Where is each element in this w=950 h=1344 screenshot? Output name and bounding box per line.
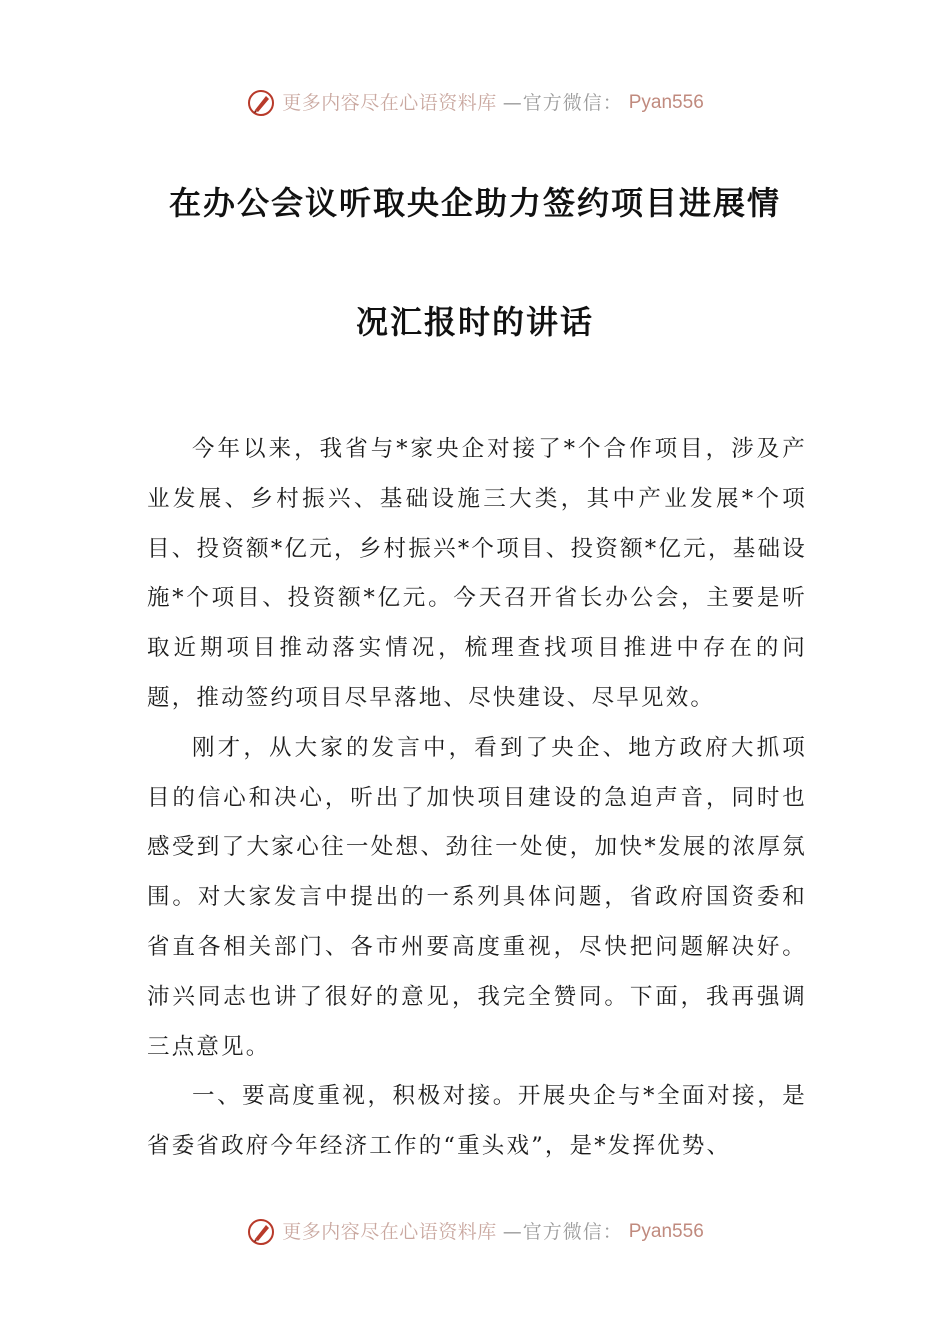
paragraph-3: 一、要高度重视，积极对接。开展央企与*全面对接，是省委省政府今年经济工作的“重头戏”，是*发挥优势、	[147, 1083, 807, 1160]
watermark-library-text: 更多内容尽在心语资料库	[282, 1221, 497, 1243]
paragraph-2: 刚才，从大家的发言中，看到了央企、地方政府大抓项目的信心和决心，听出了加快项目建设的急迫声音，同时也感受到了大家心往一处想、劲往一处使，加快*发展的浓厚氛围。对大家发言中提出的一系列具体问题，省政府国资委和省直各相关部门、各市州要高度重视，尽快把问题解决好。沛兴同志也讲了很好的意见，我完全赞同。下面，我再强调三点意见。	[147, 734, 807, 1060]
watermark-wechat-id: Pyan556	[628, 92, 704, 113]
watermark-wechat-id: Pyan556	[628, 1221, 704, 1242]
footer-watermark	[0, 1217, 950, 1247]
page-title-line-1: 在办公会议听取央企助力签约项目进展情	[168, 184, 781, 222]
pen-logo-icon	[246, 88, 276, 118]
paragraph-1: 今年以来，我省与*家央企对接了*个合作项目，涉及产业发展、乡村振兴、基础设施三大类，其中产业发展*个项目、投资额*亿元，乡村振兴*个项目、投资额*亿元，基础设施*个项目、投资额*亿元。今天召开省长办公会，主要是听取近期项目推动落实情况，梳理查找项目推进中存在的问题，推动签约项目尽早落地、尽快建设、尽早见效。	[147, 436, 807, 711]
page-title-line-2: 况汇报时的讲话	[355, 303, 594, 341]
watermark-library-text: 更多内容尽在心语资料库	[282, 92, 497, 114]
header-watermark	[0, 88, 950, 118]
watermark-wechat-label: —官方微信：	[502, 92, 623, 114]
watermark-wechat-label: —官方微信：	[502, 1221, 623, 1243]
document-body	[147, 425, 807, 1172]
pen-logo-icon	[246, 1217, 276, 1247]
